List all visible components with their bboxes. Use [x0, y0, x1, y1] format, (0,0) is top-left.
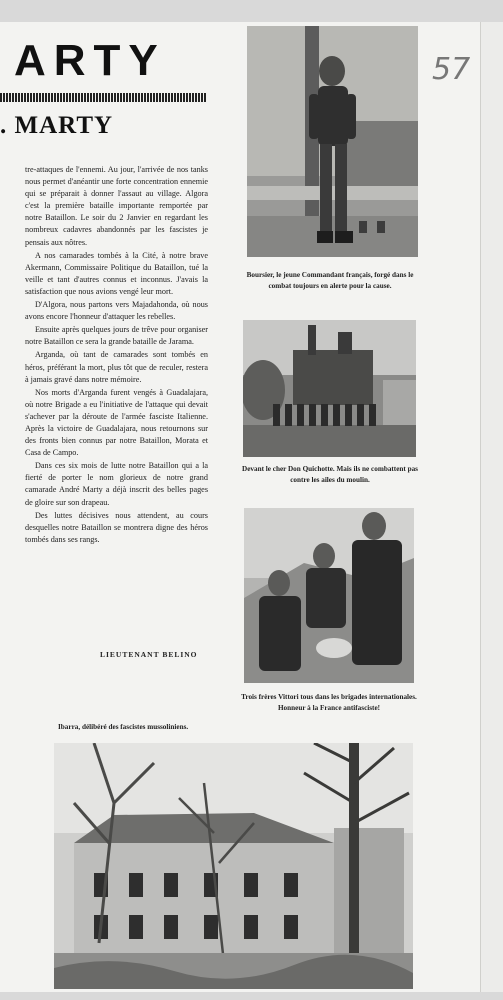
article-paragraph: tre-attaques de l'ennemi. Au jour, l'arrivée de nos tanks nous permet d'anéantir une forte concentration ennemie qui se préparait à donner l'assaut au village. Algora c'est la première bataille importante remportée par notre Bataillon. Le soir du 2 Janvier en regardant les nombreux cadavres abandonnés par les fascistes je pensais aux nôtres. — [25, 165, 208, 247]
photo-ibarra — [54, 743, 413, 989]
photo-trois-freres — [244, 508, 414, 683]
article-paragraph: D'Algora, nous partons vers Majadahonda, où nous avons encore l'honneur d'attaquer les rebelles. — [25, 300, 208, 322]
caption-trois-freres: Trois frères Vittori tous dans les brigades internationales. Honneur à la France antifasciste! — [241, 693, 417, 712]
photo-commandant — [247, 26, 418, 257]
article-paragraph: Nos morts d'Arganda furent vengés à Guadalajara, où notre Brigade a eu l'initiative de l'attaque qui devait s'achever par la déroute de l'armée fasciste Italienne. Après la victoire de Guadalajara, nous retournons sur des fronts bien connus par notre Bataillon, Morata et Casa de Campo. — [25, 387, 208, 458]
article-paragraph: Dans ces six mois de lutte notre Bataillon qui a la fierté de porter le nom glorieux de notre grand camarade André Marty a déjà inscrit des belles pages de gloire sur son drapeau. — [25, 461, 208, 507]
article-body — [25, 164, 208, 547]
article-paragraph: Arganda, où tant de camarades sont tombés en héros, préférant la mort, plus tôt que de reculer, restera à jamais gravé dans notre mémoire. — [25, 350, 208, 384]
article-signature: LIEUTENANT BELINO — [100, 650, 198, 659]
photo-don-quichotte — [243, 320, 416, 457]
handwritten-page-number: 57 — [432, 52, 471, 87]
caption-ibarra: Ibarra, délibéré des fascistes mussoliniens. — [58, 723, 189, 731]
header-subtitle-fragment: . MARTY — [0, 112, 114, 139]
article-paragraph: A nos camarades tombés à la Cité, à notre brave Akermann, Commissaire Politique du Bataillon, tué la veille et tant d'autres connus et inconnus. J'avais la satisfaction que nous avions vengé leur mort. — [25, 250, 208, 296]
article-paragraph: Des luttes décisives nous attendent, au cours desquelles notre Bataillon se montrera digne des héros tombés dans ses rangs. — [25, 510, 208, 544]
header-dotted-rule — [0, 93, 207, 102]
header-title-fragment: ARTY — [14, 36, 166, 85]
page-edge — [480, 22, 503, 992]
article-paragraph: Ensuite après quelques jours de trêve pour organiser notre Bataillon ce sera la grande bataille de Jarama. — [25, 325, 208, 347]
caption-commandant: Boursier, le jeune Commandant français, forgé dans le combat toujours en alerte pour la cause. — [246, 271, 414, 290]
caption-don-quichotte: Devant le cher Don Quichotte. Mais ils ne combattent pas contre les ailes du moulin. — [242, 465, 418, 484]
